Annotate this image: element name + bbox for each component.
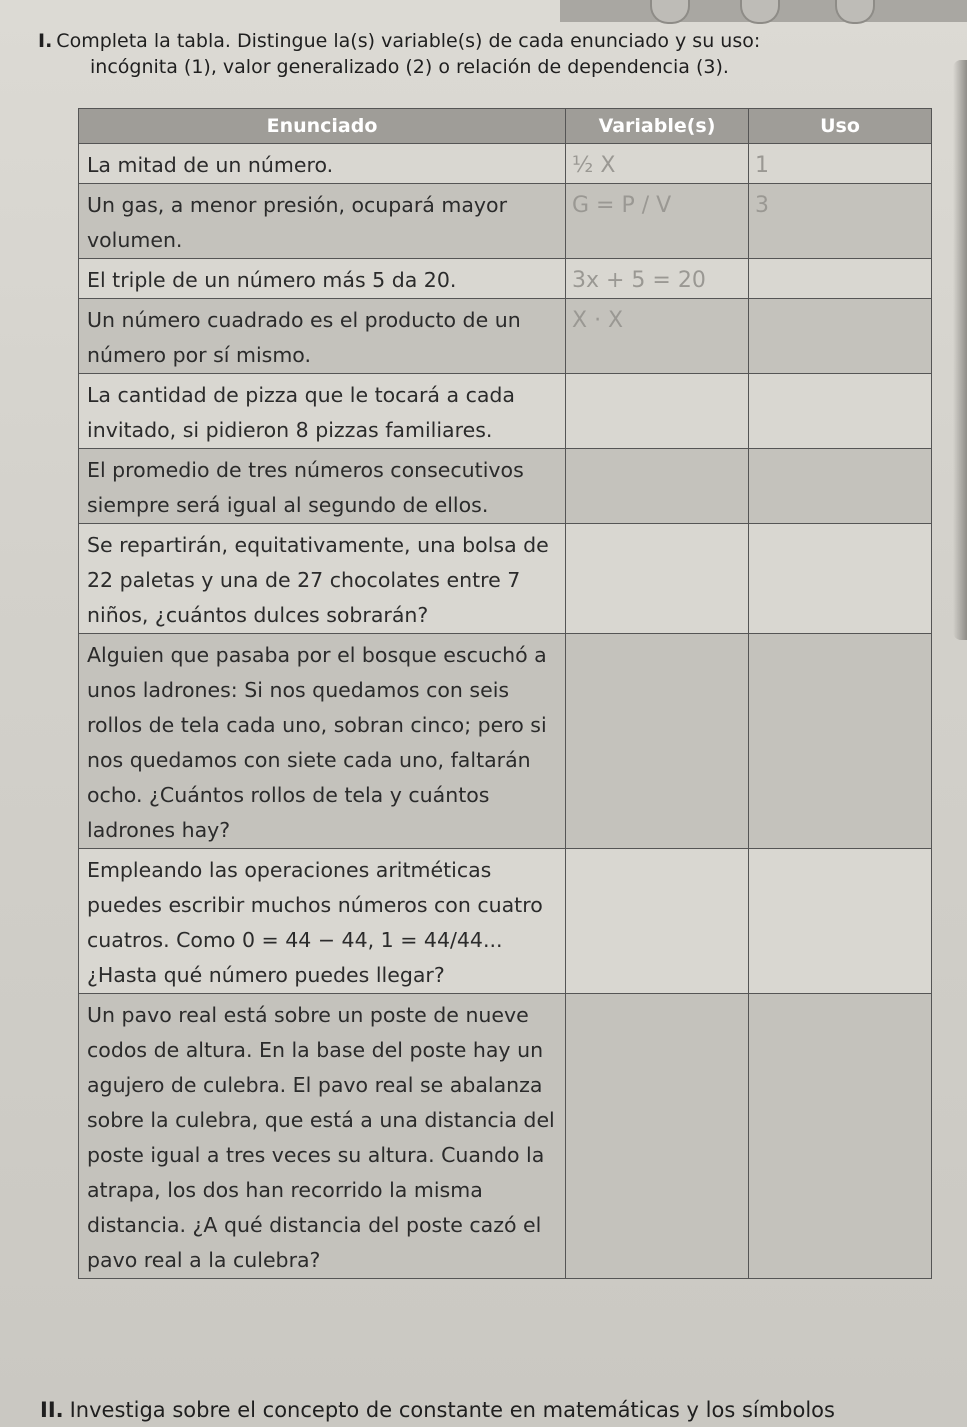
variable-cell[interactable]: 3x + 5 = 20	[566, 259, 749, 299]
header-use: Uso	[749, 109, 932, 144]
page-edge-shadow	[953, 60, 967, 640]
variable-cell[interactable]	[566, 994, 749, 1279]
table-row	[79, 144, 932, 184]
table-row	[79, 184, 932, 259]
statement-cell: La mitad de un número.	[79, 144, 566, 184]
exercise-table	[78, 108, 932, 1279]
variable-cell[interactable]	[566, 634, 749, 849]
table-row	[79, 524, 932, 634]
use-cell[interactable]	[749, 374, 932, 449]
instruction-line2: incógnita (1), valor generalizado (2) o relación de dependencia (3).	[90, 56, 729, 78]
next-exercise-text: Investiga sobre el concepto de constante en matemáticas y los símbolos	[69, 1398, 835, 1422]
variable-cell[interactable]	[566, 449, 749, 524]
header-variable: Variable(s)	[566, 109, 749, 144]
use-cell[interactable]	[749, 449, 932, 524]
variable-cell[interactable]	[566, 849, 749, 994]
variable-cell[interactable]: ½ X	[566, 144, 749, 184]
statement-cell: Empleando las operaciones aritméticas puedes escribir muchos números con cuatro cuatros. Como 0 = 44 − 44, 1 = 44/44... ¿Hasta qué número puedes llegar?	[79, 849, 566, 994]
table-row	[79, 299, 932, 374]
use-cell[interactable]	[749, 994, 932, 1279]
next-exercise	[40, 1398, 960, 1422]
use-cell[interactable]	[749, 849, 932, 994]
table-row	[79, 849, 932, 994]
use-cell[interactable]	[749, 524, 932, 634]
statement-cell: El promedio de tres números consecutivos siempre será igual al segundo de ellos.	[79, 449, 566, 524]
table-row	[79, 374, 932, 449]
use-cell[interactable]: 3	[749, 184, 932, 259]
table-row	[79, 449, 932, 524]
statement-cell: Alguien que pasaba por el bosque escuchó a unos ladrones: Si nos quedamos con seis rollos de tela cada uno, sobran cinco; pero si nos quedamos con siete cada uno, faltarán ocho. ¿Cuántos rollos de tela y cuántos ladrones hay?	[79, 634, 566, 849]
header-statement: Enunciado	[79, 109, 566, 144]
statement-cell: La cantidad de pizza que le tocará a cada invitado, si pidieron 8 pizzas familiares.	[79, 374, 566, 449]
table-row	[79, 994, 932, 1279]
use-cell[interactable]	[749, 259, 932, 299]
table-header-row	[79, 109, 932, 144]
next-exercise-number: II.	[40, 1398, 64, 1422]
statement-cell: Un gas, a menor presión, ocupará mayor volumen.	[79, 184, 566, 259]
statement-cell: Un pavo real está sobre un poste de nueve codos de altura. En la base del poste hay un agujero de culebra. El pavo real se abalanza sobre la culebra, que está a una distancia del poste igual a tres veces su altura. Cuando la atrapa, los dos han recorrido la misma distancia. ¿A qué distancia del poste cazó el pavo real a la culebra?	[79, 994, 566, 1279]
instruction-line1: Completa la tabla. Distingue la(s) variable(s) de cada enunciado y su uso:	[56, 30, 761, 52]
use-cell[interactable]	[749, 634, 932, 849]
variable-cell[interactable]	[566, 524, 749, 634]
instruction	[38, 28, 938, 80]
statement-cell: El triple de un número más 5 da 20.	[79, 259, 566, 299]
table-row	[79, 634, 932, 849]
statement-cell: Un número cuadrado es el producto de un número por sí mismo.	[79, 299, 566, 374]
use-cell[interactable]	[749, 299, 932, 374]
table-row	[79, 259, 932, 299]
variable-cell[interactable]	[566, 374, 749, 449]
use-cell[interactable]: 1	[749, 144, 932, 184]
statement-cell: Se repartirán, equitativamente, una bolsa de 22 paletas y una de 27 chocolates entre 7 niños, ¿cuántos dulces sobrarán?	[79, 524, 566, 634]
variable-cell[interactable]: X · X	[566, 299, 749, 374]
instruction-number: I.	[38, 30, 53, 52]
variable-cell[interactable]: G = P / V	[566, 184, 749, 259]
